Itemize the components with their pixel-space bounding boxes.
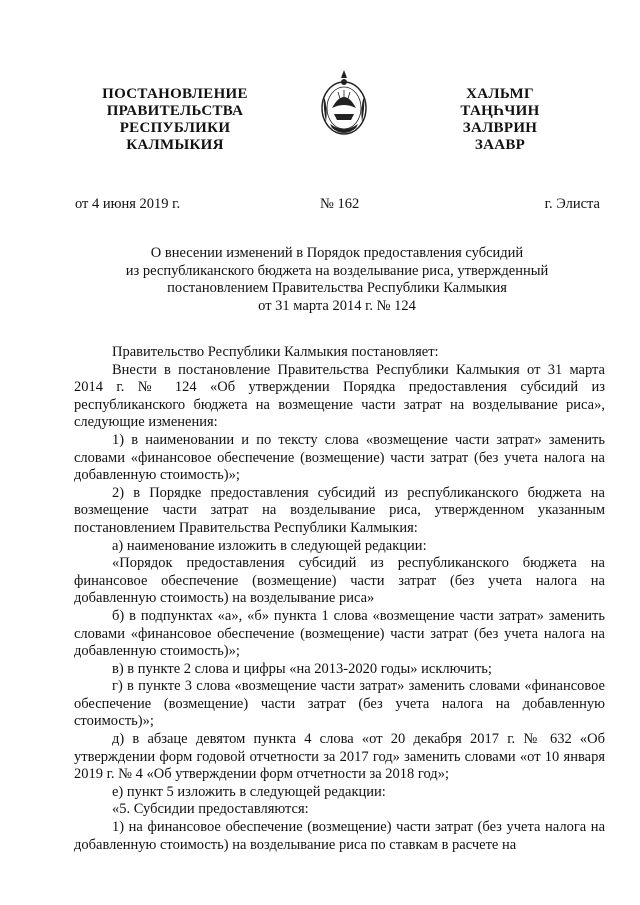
header-right-line: ЗАЛВРИН	[462, 120, 538, 136]
title-line: от 31 марта 2014 г. № 124	[258, 297, 416, 314]
header-left-line: ПОСТАНОВЛЕНИЕ	[102, 86, 248, 102]
paragraph: а) наименование изложить в следующей редакции:	[112, 537, 427, 554]
document-date: от 4 июня 2019 г.	[75, 196, 181, 212]
header-left-line: КАЛМЫКИЯ	[126, 137, 224, 153]
paragraph: б) в подпунктах «а», «б» пункта 1 слова «возмещение части затрат» заменить словами «финансовое обеспечение (возмещение) части затрат (без учета налога на добавленную стоимость)»;	[74, 607, 605, 660]
document-title	[80, 245, 594, 315]
paragraph: д) в абзаце девятом пункта 4 слова «от 20 декабря 2017 г. № 632 «Об утверждении форм годовой отчетности за 2017 год» заменить словами «от 10 января 2019 г. № 4 «Об утверждении форм отчетности за 2018 год»;	[74, 731, 605, 783]
kalmykia-emblem-icon	[318, 68, 370, 140]
title-line: О внесении изменений в Порядок предоставления субсидий	[150, 245, 524, 261]
document-number: № 162	[320, 196, 360, 212]
paragraph: «Порядок предоставления субсидий из республиканского бюджета на финансовое обеспечение (возмещение) части затрат (без учета налога на добавленную стоимость) на возделывание риса»	[74, 555, 605, 607]
paragraph: 2) в Порядке предоставления субсидий из республиканского бюджета на возмещение части затрат на возделывание риса, утвержденном указанным постановлением Правительства Республики Калмыкия:	[74, 484, 605, 536]
paragraph: е) пункт 5 изложить в следующей редакции:	[112, 783, 386, 800]
header-left-line: ПРАВИТЕЛЬСТВА	[106, 103, 244, 119]
paragraph: 1) в наименовании и по тексту слова «возмещение части затрат» заменить словами «финансовое обеспечение (возмещение) части затрат (без учета налога на добавленную стоимость)»;	[74, 431, 605, 484]
header-right-line: ХАЛЬМГ	[466, 86, 534, 102]
header-left-title	[80, 86, 270, 154]
paragraph: «5. Субсидии предоставляются:	[112, 801, 309, 818]
paragraph: Правительство Республики Калмыкия постановляет:	[112, 344, 439, 360]
paragraph: г) в пункте 3 слова «возмещение части затрат» заменить словами «финансовое обеспечение (возмещение) части затрат (без учета налога на добавленную стоимость)»;	[74, 678, 605, 730]
document-city: г. Элиста	[544, 196, 600, 212]
document-body	[74, 344, 605, 854]
header-right-title	[425, 86, 575, 154]
paragraph: 1) на финансовое обеспечение (возмещение) части затрат (без учета налога на добавленную стоимость) на возделывание риса по ставкам в расчете на	[74, 819, 605, 853]
header-left-line: РЕСПУБЛИКИ	[119, 120, 231, 136]
title-line: постановлением Правительства Республики Калмыкия	[167, 280, 507, 296]
header-right-line: ТАҢҺЧИН	[460, 103, 540, 119]
title-line: из республиканского бюджета на возделывание риса, утвержденный	[125, 262, 549, 279]
paragraph: в) в пункте 2 слова и цифры «на 2013-2020 годы» исключить;	[112, 660, 492, 677]
paragraph: Внести в постановление Правительства Республики Калмыкия от 31 марта 2014 г. № 124 «Об утверждении Порядка предоставления субсидий из республиканского бюджета на возмещение части затрат на возделывание риса», следующие изменения:	[74, 361, 605, 431]
header-right-line: ЗААВР	[474, 137, 526, 153]
